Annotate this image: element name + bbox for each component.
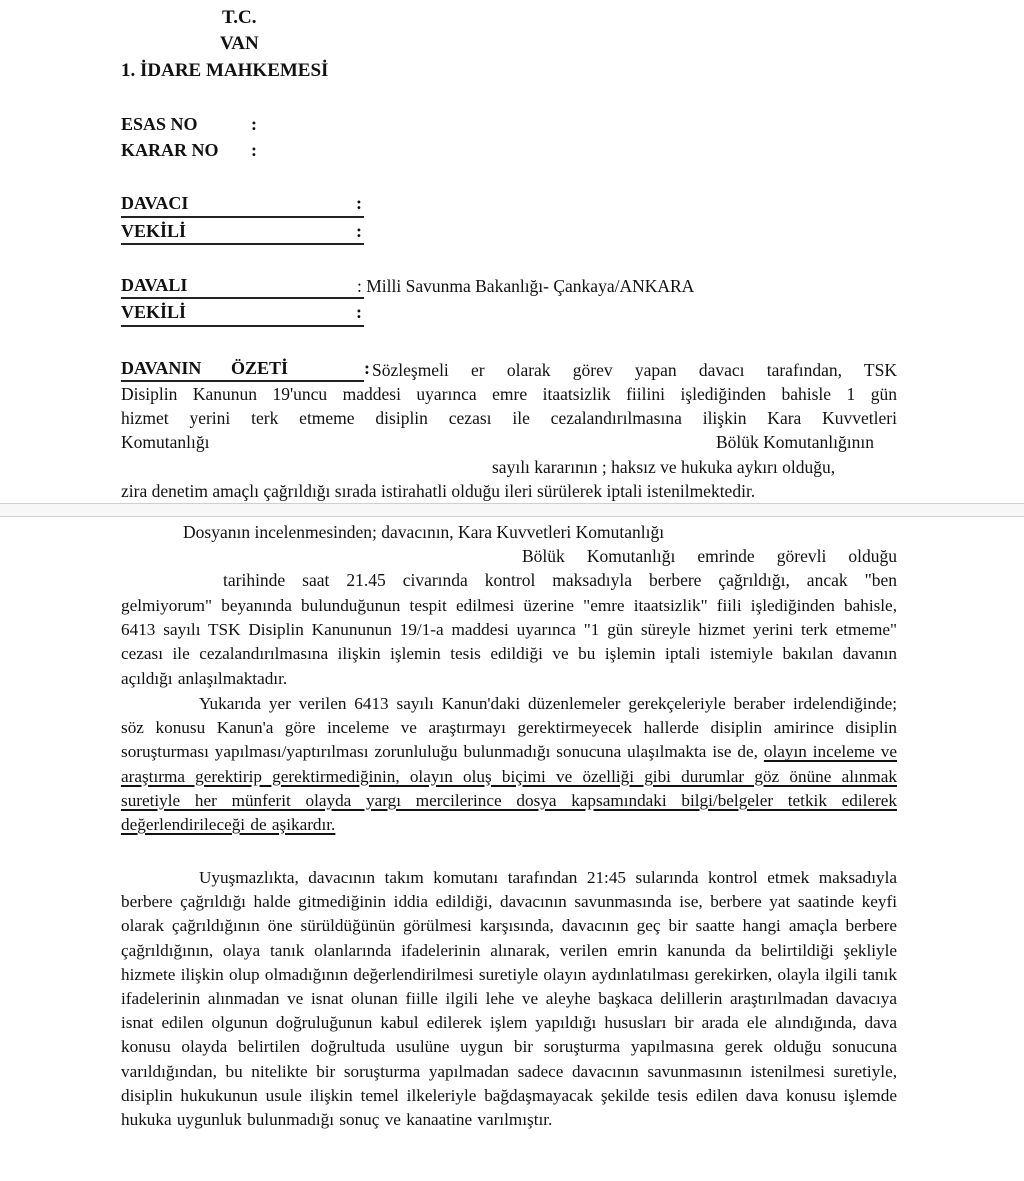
summary-label-word2: ÖZETİ [231, 358, 289, 378]
davaci-colon: : [356, 193, 362, 213]
summary-line1: Sözleşmeli er olarak görev yapan davacı tarafından, TSK [372, 360, 897, 380]
body-p2-underlined: olayın inceleme ve araştırma gerektirip gerektirmediğinin, olayın oluş biçimi ve özelliği gibi durumlar göz önüne alınmak suretiyle her münferit olayda yargı mercilerince dosya kapsamındaki bilgi/belgeler tetkik edilerek değerlendirileceği de aşikardır. [121, 742, 897, 835]
summary-colon: : [364, 358, 370, 378]
court-name: 1. İDARE MAHKEMESİ [121, 60, 329, 81]
summary-line4-right: Bölük Komutanlığının [716, 432, 874, 452]
davaci-vekili-underline [121, 243, 364, 245]
esas-no-colon: : [251, 114, 257, 134]
body-p1-rest: gelmiyorum" beyanında bulunduğunun tespit edilmesi üzerine "emre itaatsizlik" fiili işlediğinden bahisle, 6413 sayılı TSK Disiplin Kanununun 19/1-a maddesi uyarınca "1 gün süreyle hizmet yerini terk etmeme" cezası ile cezalandırılmasına ilişkin işlemin tesis edildiği ve bu işlemin iptali istemiyle bakılan davanın açıldığı anlaşılmaktadır. [121, 596, 897, 688]
body-p2-part1: Yukarıda yer verilen 6413 sayılı Kanun'daki düzenlemeler gerekçeleriyle beraber irdelendiğinde; söz konusu Kanun'a göre inceleme ve araştırmayı gerektirmeyecek hallerde disiplin amirince disiplin soruşturması yapılması/yaptırılması zorunluluğu bulunmadığı sonucuna ulaşılmakta ise de, [121, 694, 897, 762]
karar-no-colon: : [251, 140, 257, 160]
summary-line3: hizmet yerini terk etmeme disiplin cezası ile cezalandırılmasına ilişkin Kara Kuvvetleri [121, 408, 897, 428]
summary-label-word1: DAVANIN [121, 358, 202, 378]
body-p1-line1: Dosyanın incelenmesinden; davacının, Kara Kuvvetleri Komutanlığı [183, 522, 665, 542]
davali-vekili-colon: : [356, 302, 362, 322]
summary-line5: sayılı kararının ; haksız ve hukuka aykırı olduğu, [492, 457, 836, 477]
summary-line4-left: Komutanlığı [121, 432, 210, 452]
davaci-vekili-label: VEKİLİ [121, 221, 187, 241]
karar-no-label: KARAR NO [121, 140, 219, 160]
body-p1-line3: tarihinde saat 21.45 civarında kontrol maksadıyla berbere çağrıldığı, ancak "ben [223, 570, 897, 590]
davali-label: DAVALI [121, 275, 188, 295]
body-p2 [121, 692, 897, 837]
davaci-vekili-colon: : [356, 221, 362, 241]
header-city: VAN [220, 33, 259, 54]
davali-value: : Milli Savunma Bakanlığı- Çankaya/ANKARA [357, 276, 695, 296]
davali-vekili-underline [121, 325, 364, 327]
davaci-label: DAVACI [121, 193, 189, 213]
davaci-underline [121, 216, 364, 218]
header-tc: T.C. [222, 7, 257, 28]
summary-line6: zira denetim amaçlı çağrıldığı sırada istirahatli olduğu ileri sürülerek iptali istenilmektedir. [121, 481, 756, 501]
davali-vekili-label: VEKİLİ [121, 302, 187, 322]
summary-line2: Disiplin Kanunun 19'uncu maddesi uyarınca emre itaatsizlik fiilini işlediğinden bahisle 1 gün [121, 384, 897, 404]
page-separator [0, 503, 1024, 517]
body-p3: Uyuşmazlıkta, davacının takım komutanı tarafından 21:45 sularında kontrol etmek maksadıyla berbere çağrıldığı halde gitmediğinin iddia edildiği, davacının savunmasında ise, berbere yat saatinde keyfi olarak çağrıldığının öne sürüldüğünün görülmesi karşısında, davacının geç bir saatte hangi amaçla berbere çağrıldığının, olaya tanık olanlarında ifadelerinin alınarak, verilen emrin kanunda da belirtildiği şekliyle hizmete ilişkin olup olmadığının değerlendirilmesi suretiyle olayın aydınlatılması gerekirken, olayla ilgili tanık ifadelerinin alınmadan ve isnat olunan fiille ilgili lehe ve aleyhe başkaca delillerin araştırılmadan davacıya isnat edilen olgunun doğruluğunun kabul edilerek işlem yapıldığı hususları bir arada ele alındığında, dava konusu olayda belirtilen doğrultuda usulüne uygun bir soruşturma yapılmasına gerek olduğu sonucuna varıldığından, bu nitelikte bir soruşturma yapılmadan sadece davacının savunmasının istenilmesi suretiyle, disiplin hukukunun usule ilişkin temel ilkeleriyle bağdaşmayacak şekilde tesis edilen dava konusu işlemde hukuka uygunluk bulunmadığı sonuç ve kanaatine varılmıştır. [121, 868, 897, 1130]
davali-underline [121, 297, 364, 299]
summary-label-underline [121, 380, 364, 382]
esas-no-label: ESAS NO [121, 114, 198, 134]
body-p1-line2: Bölük Komutanlığı emrinde görevli olduğu [522, 546, 897, 566]
